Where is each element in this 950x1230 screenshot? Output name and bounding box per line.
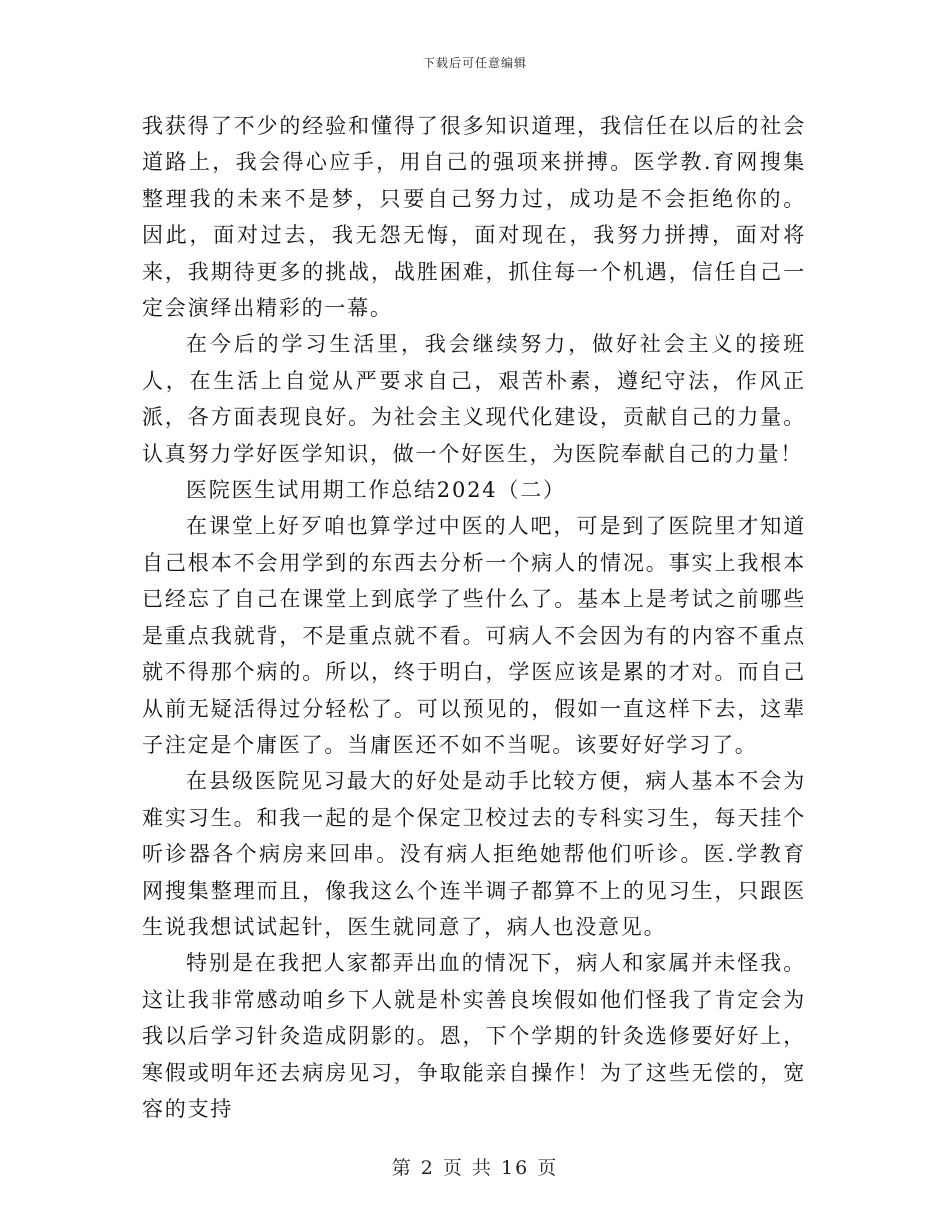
paragraph-future-plans: 在今后的学习生活里，我会继续努力，做好社会主义的接班人，在生活上自觉从严要求自己，艰苦朴素，遵纪守法，作风正派，各方面表现良好。为社会主义现代化建设，贡献自己的力量。认真努力学好医学知识，做一个好医生，为医院奉献自己的力量！ (142, 332, 806, 466)
page-number-footer: 第 2 页 共 16 页 (391, 1157, 559, 1179)
paragraph-patients: 特别是在我把人家都弄出血的情况下，病人和家属并未怪我。这让我非常感动咱乡下人就是朴实善良埃假如他们怪我了肯定会为我以后学习针灸造成阴影的。恩，下个学期的针灸选修要好好上，寒假或明年还去病房见习，争取能亲自操作！为了这些无偿的，宽容的支持 (142, 951, 806, 1121)
page-header: 下载后可任意编辑 (422, 56, 527, 70)
section-heading: 医院医生试用期工作总结2024（二） (186, 478, 566, 503)
paragraph-continuation: 我获得了不少的经验和懂得了很多知识道理，我信任在以后的社会道路上，我会得心应手，用自己的强项来拼搏。医学教.育网搜集整理我的未来不是梦，只要自己努力过，成功是不会拒绝你的。 因此，面对过去，我无怨无悔，面对现在，我努力拼搏，面对将来，我期待更多的挑战，战胜困难，抓住每一个机遇，信任自己一定会演绎出精彩的一幕。 (142, 114, 806, 321)
paragraph-county-hospital: 在县级医院见习最大的好处是动手比较方便，病人基本不会为难实习生。和我一起的是个保定卫校过去的专科实习生，每天挂个听诊器各个病房来回串。没有病人拒绝她帮他们听诊。医.学教育网搜集整理而且，像我这么个连半调子都算不上的见习生，只跟医生说我想试试起针，医生就同意了，病人也没意见。 (142, 769, 806, 939)
document-body (142, 108, 806, 1127)
paragraph-classroom: 在课堂上好歹咱也算学过中医的人吧，可是到了医院里才知道自己根本不会用学到的东西去分析一个病人的情况。事实上我根本已经忘了自己在课堂上到底学了些什么了。基本上是考试之前哪些是重点我就背，不是重点就不看。可病人不会因为有的内容不重点就不得那个病的。所以，终于明白，学医应该是累的才对。而自己从前无疑活得过分轻松了。可以预见的，假如一直这样下去，这辈子注定是个庸医了。当庸医还不如不当呢。该要好好学习了。 (142, 514, 806, 757)
